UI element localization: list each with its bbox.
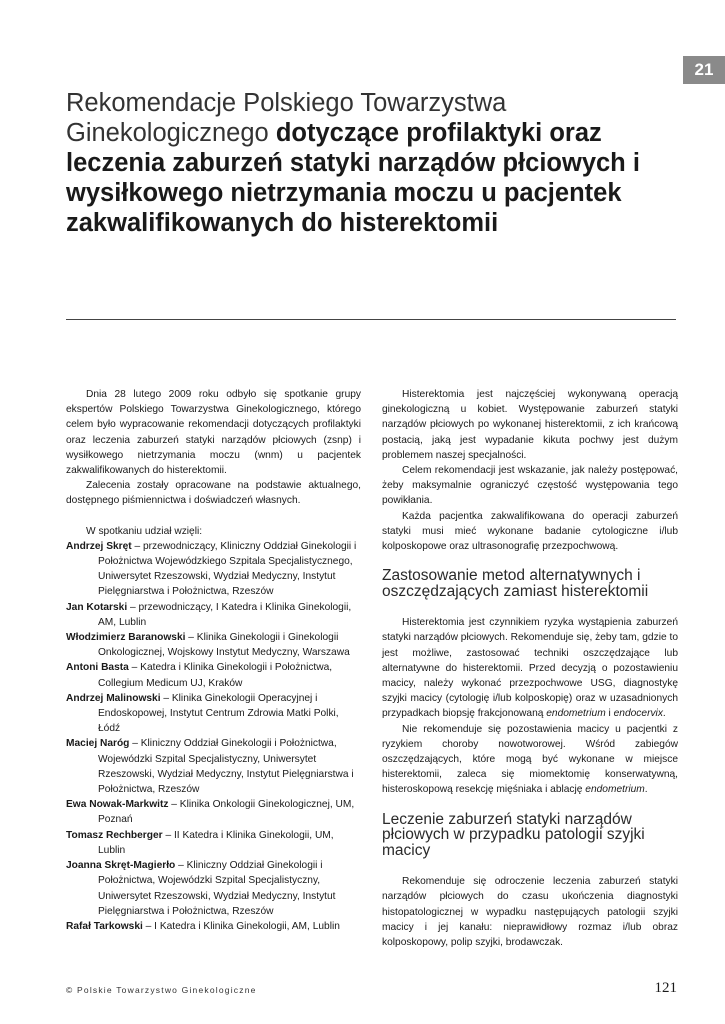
participant-entry xyxy=(66,828,361,858)
participant-affiliation: – Katedra i Klinika Ginekologii i Położnictwa, Collegium Medicum UJ, Kraków xyxy=(98,662,333,689)
participant-name: Tomasz Rechberger xyxy=(66,829,163,841)
participant-name: Ewa Nowak-Markwitz xyxy=(66,799,169,811)
left-column xyxy=(66,387,361,934)
s1p1-end: . xyxy=(662,708,666,720)
page-title xyxy=(66,88,676,238)
intro-paragraph-1: Dnia 28 lutego 2009 roku odbyło się spotkanie grupy ekspertów Polskiego Towarzystwa Ginekologicznego, którego celem było wypracowanie rekomendacji dotyczących profilaktyki oraz leczenia zaburzeń statyki narządów płciowych (zsnp) i wysiłkowego nietrzymania moczu (wnm) u pacjentek zakwalifikowanych do histerektomii. xyxy=(66,389,361,477)
body-paragraph-3: Każda pacjentka zakwalifikowana do operacji zaburzeń statyki musi mieć wykonane badanie cytologiczne i/lub kolposkopowe oraz ultrasonografię przezpochwową. xyxy=(382,510,678,553)
participant-entry xyxy=(66,919,361,934)
participant-affiliation: – II Katedra i Klinika Ginekologii, UM, Lublin xyxy=(98,829,334,856)
section2-paragraph-1: Rekomenduje się odroczenie leczenia zaburzeń statyki narządów płciowych do czasu ukończenia diagnostyki histopatologicznej w wypadku następujących patologii szyjki macicy i jej kanału: nieprawidłowy rozmaz i/lub obraz kolposkopowy, polip szyjki, brodawczak. xyxy=(382,876,678,948)
section-heading-alternatives: Zastosowanie metod alternatywnych i oszczędzających zamiast histerektomii xyxy=(382,567,649,600)
section1-paragraph-1 xyxy=(382,615,678,721)
s1p2-italic-endometrium: endometrium xyxy=(585,784,645,796)
participant-affiliation: – I Katedra i Klinika Ginekologii, AM, Lublin xyxy=(142,920,340,932)
participant-affiliation: – Kliniczny Oddział Ginekologii i Położnictwa, Wojewódzki Szpital Specjalistyczny, Uniwersytet Rzeszowski, Wydział Medyczny, Instytut Pielęgniarstwa i Położnictwa, Rzeszów xyxy=(98,860,336,917)
title-bold: dotyczące profilaktyki oraz leczenia zaburzeń statyki narządów płciowych i wysiłkowego nietrzymania moczu u pacjentek zakwalifikowanych do histerektomii xyxy=(66,119,640,237)
footer-publisher: © Polskie Towarzystwo Ginekologiczne xyxy=(66,985,257,995)
participant-name: Jan Kotarski xyxy=(66,601,128,613)
participant-entry xyxy=(66,858,361,919)
participant-entry xyxy=(66,600,361,630)
participant-name: Maciej Naróg xyxy=(66,738,130,750)
participant-entry xyxy=(66,630,361,660)
participant-entry xyxy=(66,691,361,737)
participant-affiliation: – Klinika Ginekologii Operacyjnej i Endoskopowej, Instytut Centrum Zdrowia Matki Polki, Łódź xyxy=(98,692,339,735)
chapter-badge: 21 xyxy=(683,56,725,84)
s1p2-end: . xyxy=(644,784,648,796)
participant-affiliation: – Klinika Ginekologii i Ginekologii Onkologicznej, Wojskowy Instytut Medyczny, Warszawa xyxy=(98,632,350,659)
page-number: 121 xyxy=(654,980,677,996)
title-light: Rekomendacje Polskiego Towarzystwa Ginekologicznego xyxy=(66,89,507,147)
body-paragraph-2: Celem rekomendacji jest wskazanie, jak należy postępować, żeby maksymalnie ograniczyć częstość występowania tego powikłania. xyxy=(382,465,678,507)
s1p1-italic-endometrium: endometrium xyxy=(546,708,606,720)
participant-entry xyxy=(66,660,361,690)
section1-paragraph-2 xyxy=(382,722,678,798)
participant-name: Andrzej Malinowski xyxy=(66,692,161,704)
participant-affiliation: – przewodniczący, Kliniczny Oddział Ginekologii i Położnictwa Wojewódzkiego Szpitala Specjalistycznego, Uniwersytet Rzeszowski, Wydział Medyczny, Instytut Pielęgniarstwa i Położnictwa, Rzeszów xyxy=(98,540,357,598)
body-paragraph-1: Histerektomia jest najczęściej wykonywaną operacją ginekologiczną u kobiet. Występowanie zaburzeń statyki narządów płciowych po wykonanej histerektomii, z ich krańcową postacią, jaką jest wypadanie kikuta pochwy jest dużym problemem naszej specjalności. xyxy=(382,389,678,461)
participant-name: Andrzej Skręt xyxy=(66,540,132,552)
participant-affiliation: – Klinika Onkologii Ginekologicznej, UM, Poznań xyxy=(98,799,355,826)
participant-entry xyxy=(66,736,361,797)
s1p2-text: Nie rekomenduje się pozostawienia macicy u pacjentki z ryzykiem choroby nowotworowej. Wśród zabiegów oszczędzających, które mogą być wykonane w miejsce histerektomii, zaleca się miomektomię konserwatywną, histeroskopową resekcję mięśniaka i ablację xyxy=(382,723,678,796)
participant-affiliation: – przewodniczący, I Katedra i Klinika Ginekologii, AM, Lublin xyxy=(98,601,352,628)
participant-affiliation: – Kliniczny Oddział Ginekologii i Położnictwa, Wojewódzki Szpital Specjalistyczny, Uniwersytet Rzeszowski, Wydział Medyczny, Instytut Pielęgniarstwa i Położnictwa, Rzeszów xyxy=(98,738,354,796)
right-column xyxy=(382,387,678,950)
s1p1-text: Histerektomia jest czynnikiem ryzyka wystąpienia zaburzeń statyki narządów płciowych. Rekomenduje się, żeby tam, gdzie to jest możliwe, zastosować techniki oszczędzające lub alternatywne do histerektomii. Przed decyzją o pozostawieniu macicy, należy wykonać przezpochwowe USG, diagnostykę szyjki macicy (cytologię i/lub kolposkopię) oraz w uzasadnionych przypadkach biopsję frakcjonowaną xyxy=(382,617,678,720)
s1p1-italic-endocervix: endocervix xyxy=(613,708,663,720)
participant-name: Rafał Tarkowski xyxy=(66,920,143,932)
section-heading-cervix: Leczenie zaburzeń statyki narządów płciowych w przypadku patologii szyjki macicy xyxy=(382,810,645,859)
participants-intro: W spotkaniu udział wzięli: xyxy=(86,525,203,537)
participant-entry xyxy=(66,539,361,600)
s1p1-mid: i xyxy=(605,708,614,720)
participant-entry xyxy=(66,797,361,827)
intro-paragraph-2: Zalecenia zostały opracowane na podstawie aktualnego, dostępnego piśmiennictwa i doświadczeń własnych. xyxy=(66,480,361,507)
participant-name: Antoni Basta xyxy=(66,662,129,674)
title-divider xyxy=(66,319,676,320)
participant-name: Joanna Skręt-Magierło xyxy=(66,860,176,872)
participant-name: Włodzimierz Baranowski xyxy=(66,632,186,644)
